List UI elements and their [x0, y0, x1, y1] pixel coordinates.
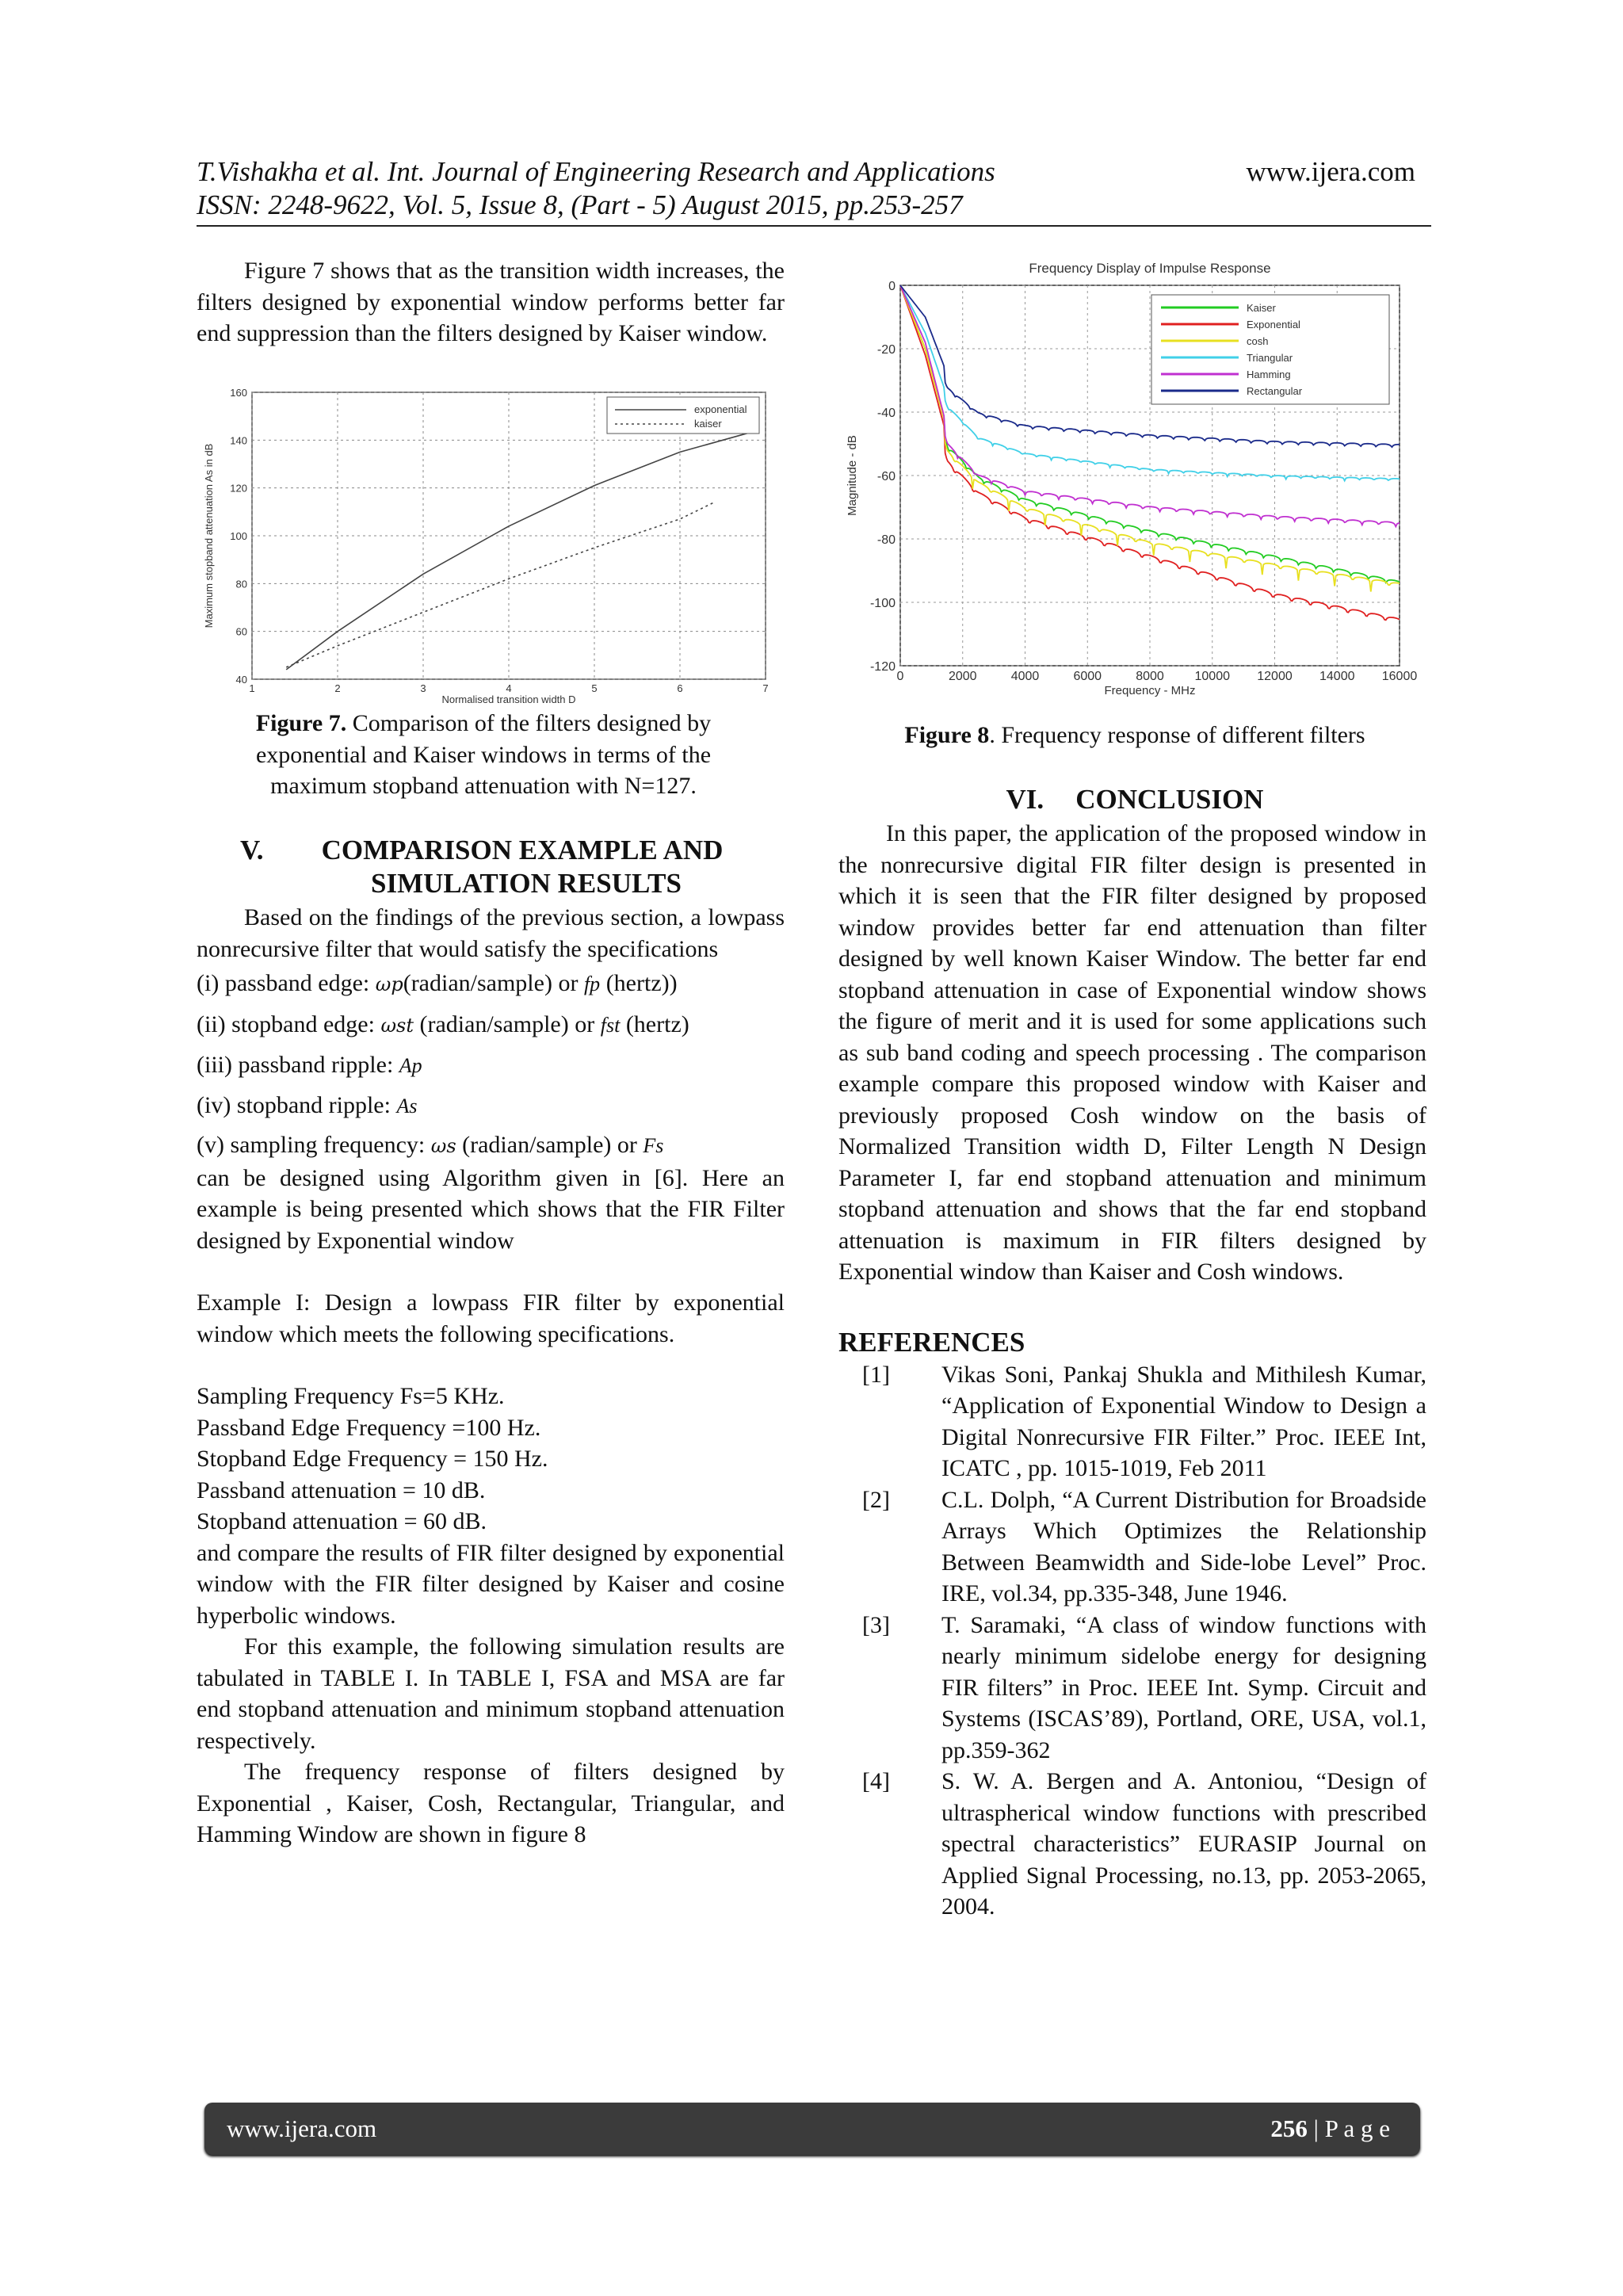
legend-label: cosh: [1247, 335, 1269, 347]
section-6-heading: [838, 783, 1431, 816]
y-tick-label: -40: [876, 407, 896, 420]
fs-symbol: Fs: [643, 1134, 664, 1157]
spec-label: (iv) stopband ripple:: [197, 1091, 397, 1118]
legend-label: Exponential: [1247, 319, 1300, 330]
spec-unit: (hertz)): [600, 970, 678, 996]
x-tick-label: 1: [249, 682, 255, 694]
y-tick-label: 160: [230, 387, 247, 399]
spec-sampling-frequency: [197, 1129, 785, 1163]
page-number: 256: [1270, 2115, 1308, 2142]
reference-text: S. W. A. Bergen and A. Antoniou, “Design of ultraspherical window functions with prescribed spectral characteristics” EURASIP Journal on Applied Signal Processing, no.13, pp. 2053-2065, 2004.: [941, 1768, 1426, 1920]
footer-website[interactable]: www.ijera.com: [227, 2115, 377, 2142]
chart-title: Frequency Display of Impulse Response: [1029, 261, 1271, 276]
y-tick-label: -80: [876, 533, 896, 547]
figure-7-caption: [214, 708, 753, 802]
x-tick-label: 6000: [1073, 670, 1102, 683]
reference-text: Vikas Soni, Pankaj Shukla and Mithilesh Kumar, “Application of Exponential Window to Design a Digital Nonrecursive FIR Filter.” Proc. IEEE Int, ICATC , pp. 1015-1019, Feb 2011: [941, 1361, 1426, 1481]
spec-label: (v) sampling frequency:: [197, 1132, 431, 1158]
spec-line: Sampling Frequency Fs=5 KHz.: [197, 1383, 505, 1409]
paragraph-table-results: For this example, the following simulation results are tabulated in TABLE I. In TABLE I, FSA and MSA are far end stopband attenuation and minimum stopband attenuation respectively.: [197, 1633, 785, 1754]
reference-item: [838, 1610, 1426, 1767]
legend-label: exponential: [694, 403, 747, 415]
x-tick-label: 10000: [1194, 670, 1230, 683]
y-tick-label: 40: [235, 674, 247, 686]
paragraph-example: Example I: Design a lowpass FIR filter by exponential window which meets the following specifications.: [197, 1289, 785, 1347]
legend-label: Hamming: [1247, 369, 1291, 380]
reference-number: [2]: [862, 1486, 890, 1513]
figure-8-chart: [838, 254, 1431, 705]
omega-s-symbol: ωs: [430, 1135, 456, 1157]
reference-number: [4]: [862, 1768, 890, 1794]
legend-label: Triangular: [1247, 352, 1293, 364]
x-tick-label: 8000: [1136, 670, 1164, 683]
legend-label: Rectangular: [1247, 385, 1303, 397]
spec-unit: (radian/sample) or: [403, 970, 584, 996]
references-list: [838, 1359, 1426, 1923]
spec-line: Passband attenuation = 10 dB.: [197, 1477, 486, 1503]
y-tick-label: -20: [876, 343, 896, 357]
conclusion-paragraph: In this paper, the application of the proposed window in the nonrecursive digital FIR filter design is presented in which it is seen that the FIR filter designed by proposed window provides better far end attenuation than filter designed by well known Kaiser Window. The better far end stopband attenuation in case of Exponential window shows the figure of merit and it is used for some applications such as sub band coding and speech processing . The comparison example compare this proposed window with Kaiser and previously proposed Cosh window on the basis of Normalized Transition width D, Filter Length N Design Parameter I, far end stopband attenuation and minimum stopband attenuation and shows that the far end stopband attenuation is maximum in FIR filters designed by Exponential window than Kaiser and Cosh windows.: [838, 820, 1426, 1285]
y-tick-label: 0: [888, 280, 896, 293]
issue-info: ISSN: 2248-9622, Vol. 5, Issue 8, (Part - 5) August 2015, pp.253-257: [197, 189, 963, 220]
journal-title: T.Vishakha et al. Int. Journal of Engineering Research and Applications: [197, 156, 995, 187]
spec-line: Stopband Edge Frequency = 150 Hz.: [197, 1446, 548, 1472]
spec-label: (ii) stopband edge:: [197, 1010, 381, 1037]
left-column: [197, 255, 785, 350]
ap-symbol: Ap: [399, 1054, 422, 1077]
paragraph-algorithm: can be designed using Algorithm given in [6]. Here an example is being presented which shows that the FIR Filter designed by Exponential window: [197, 1164, 785, 1254]
reference-item: [838, 1359, 1426, 1484]
x-tick-label: 0: [896, 670, 904, 683]
x-tick-label: 7: [762, 682, 769, 694]
fst-symbol: fst: [600, 1013, 621, 1037]
omega-p-symbol: ωp: [375, 973, 403, 995]
y-tick-label: -100: [869, 597, 896, 610]
figure-7-caption-text: Comparison of the filters designed by exponential and Kaiser windows in terms of the maximum stopband attenuation with N=127.: [255, 710, 712, 799]
x-tick-label: 4: [506, 682, 512, 694]
x-axis-label: Frequency - MHz: [1104, 684, 1196, 697]
x-tick-label: 12000: [1257, 670, 1293, 683]
legend-label: Kaiser: [1247, 302, 1276, 314]
section-5-title-line2: SIMULATION RESULTS: [371, 868, 682, 899]
section-6-number: VI.: [1006, 784, 1044, 815]
figure-8-caption: [838, 720, 1431, 751]
reference-item: [838, 1484, 1426, 1610]
y-tick-label: 80: [235, 578, 247, 590]
reference-number: [3]: [862, 1611, 890, 1638]
section-5-title-line1: COMPARISON EXAMPLE AND: [321, 835, 724, 865]
spec-passband-ripple: [197, 1049, 785, 1082]
reference-text: T. Saramaki, “A class of window functions with nearly minimum sidelobe energy for designing FIR filters” in Proc. IEEE Int. Symp. Circuit and Systems (ISCAS’89), Portland, ORE, USA, vol.1, pp.359-362: [941, 1611, 1426, 1763]
spec-line: Stopband attenuation = 60 dB.: [197, 1508, 487, 1534]
reference-text: C.L. Dolph, “A Current Distribution for Broadside Arrays Which Optimizes the Relationship Between Beamwidth and Side-lobe Level” Proc. IRE, vol.34, pp.335-348, June 1946.: [941, 1486, 1426, 1606]
section-6-title: CONCLUSION: [1075, 784, 1264, 815]
paragraph-frequency-response: The frequency response of filters designed by Exponential , Kaiser, Cosh, Rectangular, Triangular, and Hamming Window are shown in figure 8: [197, 1759, 785, 1847]
x-axis-label: Normalised transition width D: [441, 693, 576, 703]
spec-passband-edge: [197, 968, 785, 1001]
omega-st-symbol: ωst: [380, 1014, 414, 1037]
legend-box: [607, 397, 759, 434]
intro-paragraph: Figure 7 shows that as the transition width increases, the filters designed by exponential window performs better far end suppression than the filters designed by Kaiser window.: [197, 258, 785, 346]
spec-label: (i) passband edge:: [197, 970, 376, 996]
figure-7-chart: [197, 386, 785, 703]
spec-stopband-ripple: [197, 1090, 785, 1122]
journal-website[interactable]: www.ijera.com: [1246, 156, 1415, 187]
spec-label: (iii) passband ripple:: [197, 1052, 399, 1078]
legend-label: kaiser: [694, 418, 722, 430]
y-tick-label: 120: [230, 482, 247, 495]
section-5-heading: [197, 834, 785, 900]
figure-7: [197, 386, 785, 703]
y-tick-label: -120: [869, 660, 896, 674]
page-suffix: | P a g e: [1307, 2115, 1390, 2142]
spec-unit: (hertz): [620, 1010, 689, 1037]
reference-item: [838, 1766, 1426, 1923]
header-rule: [197, 225, 1431, 227]
footer-page: [1270, 2103, 1390, 2155]
y-axis-label: Maximum stopband attenuation As in dB: [203, 443, 215, 628]
figure-7-label: Figure 7.: [255, 710, 347, 736]
y-tick-label: 60: [235, 625, 247, 638]
x-tick-label: 2000: [948, 670, 977, 683]
x-tick-label: 4000: [1010, 670, 1040, 683]
figure-8-label: Figure 8: [904, 722, 990, 748]
spec-unit: (radian/sample) or: [413, 1010, 601, 1037]
example-specifications: [197, 1381, 785, 1538]
references-heading: REFERENCES: [838, 1326, 1025, 1358]
x-tick-label: 2: [334, 682, 341, 694]
x-tick-label: 3: [420, 682, 426, 694]
right-column: [838, 818, 1426, 1923]
figure-8-caption-text: . Frequency response of different filters: [989, 722, 1365, 748]
y-tick-label: 140: [230, 434, 247, 447]
x-tick-label: 14000: [1319, 670, 1355, 683]
x-tick-label: 6: [677, 682, 683, 694]
spec-unit: (radian/sample) or: [456, 1132, 643, 1158]
spec-stopband-edge: [197, 1009, 785, 1042]
reference-number: [1]: [862, 1361, 890, 1388]
y-tick-label: 100: [230, 530, 247, 542]
paragraph-compare: and compare the results of FIR filter designed by exponential window with the FIR filter designed by Kaiser and cosine hyperbolic windows.: [197, 1539, 785, 1629]
section-5-body: [197, 902, 785, 1851]
x-tick-label: 5: [591, 682, 598, 694]
as-symbol: As: [396, 1094, 418, 1117]
spec-line: Passband Edge Frequency =100 Hz.: [197, 1414, 541, 1441]
fp-symbol: fp: [583, 972, 601, 995]
section-5-number: V.: [240, 835, 264, 865]
x-tick-label: 16000: [1381, 670, 1418, 683]
footer-bar: [204, 2103, 1420, 2155]
figure-8: [838, 254, 1431, 705]
y-axis-label: Magnitude - dB: [846, 435, 859, 516]
paragraph-findings: Based on the findings of the previous section, a lowpass nonrecursive filter that would satisfy the specifications: [197, 904, 785, 962]
y-tick-label: -60: [876, 470, 896, 483]
